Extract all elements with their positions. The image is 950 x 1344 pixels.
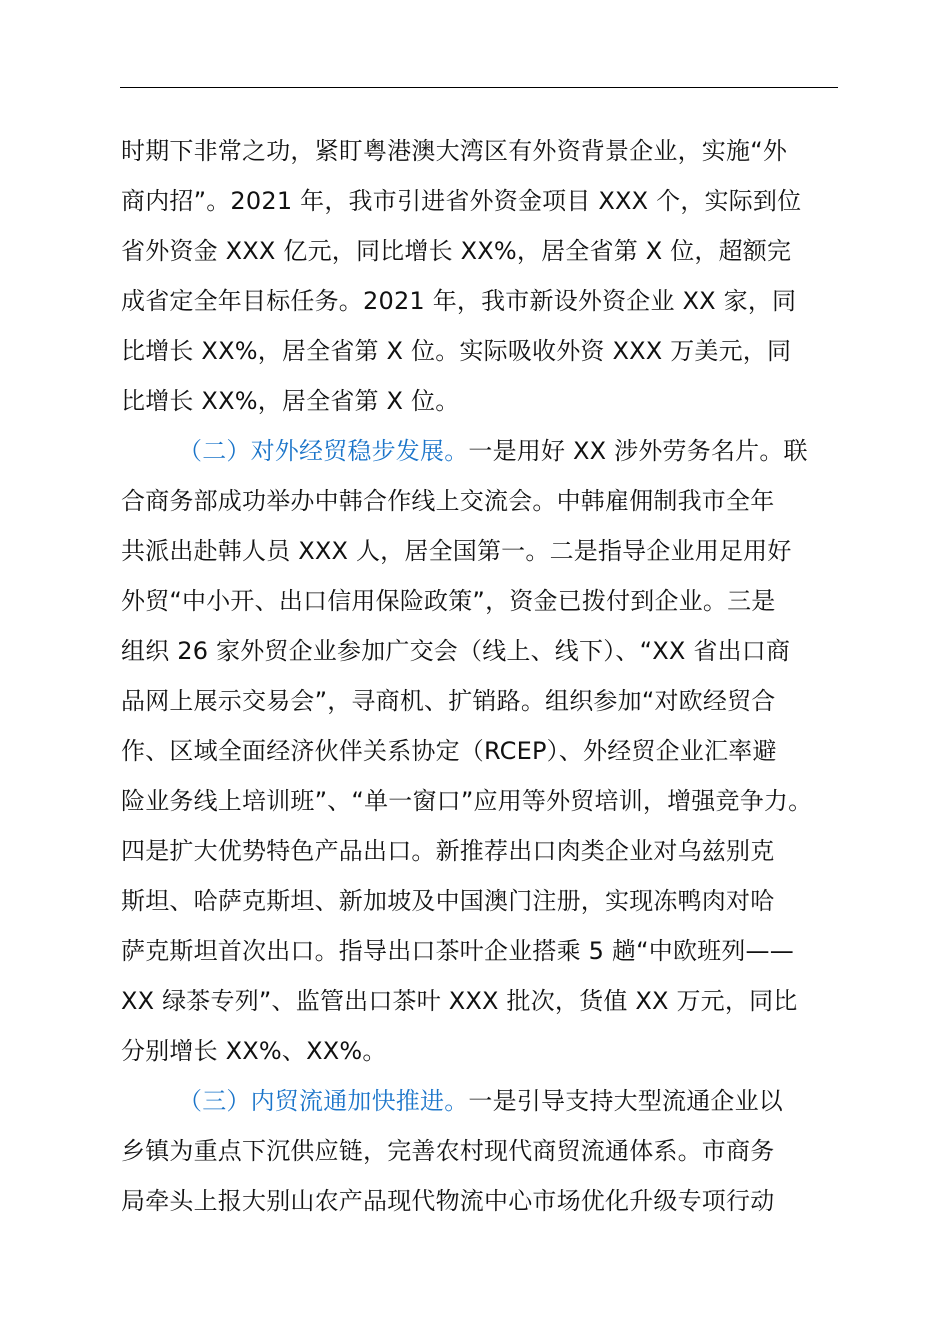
text-line: 乡镇为重点下沉供应链，完善农村现代商贸流通体系。市商务	[121, 1137, 775, 1165]
section-2-first-line	[121, 426, 841, 476]
text-line: 比增长 XX%，居全省第 X 位。实际吸收外资 XXX 万美元，同	[121, 337, 792, 365]
text-line: 商内招”。2021 年，我市引进省外资金项目 XXX 个，实际到位	[121, 187, 802, 215]
text-line: 斯坦、哈萨克斯坦、新加坡及中国澳门注册，实现冻鸭肉对哈	[121, 887, 775, 915]
text-line: 险业务线上培训班”、“单一窗口”应用等外贸培训，增强竞争力。	[121, 787, 813, 815]
text-line: 四是扩大优势特色产品出口。新推荐出口肉类企业对乌兹别克	[121, 837, 775, 865]
section-3-paragraph	[121, 1076, 841, 1226]
text-line: 时期下非常之功，紧盯粤港澳大湾区有外资背景企业，实施“外	[121, 137, 788, 165]
text-line: 萨克斯坦首次出口。指导出口茶叶企业搭乘 5 趟“中欧班列——	[121, 937, 794, 965]
document-body	[121, 126, 841, 1226]
section-3-heading: （三）内贸流通加快推进。	[178, 1087, 469, 1115]
text-line: 合商务部成功举办中韩合作线上交流会。中韩雇佣制我市全年	[121, 487, 775, 515]
text-line: 作、区域全面经济伙伴关系协定（RCEP）、外经贸企业汇率避	[121, 737, 777, 765]
text-line: 成省定全年目标任务。2021 年，我市新设外资企业 XX 家，同	[121, 287, 797, 315]
section-2-first-line-text: 一是用好 XX 涉外劳务名片。联	[468, 437, 808, 465]
text-line: XX 绿茶专列”、监管出口茶叶 XXX 批次，货值 XX 万元，同比	[121, 987, 798, 1015]
header-rule	[120, 87, 838, 88]
section-3-first-line-text: 一是引导支持大型流通企业以	[468, 1087, 784, 1115]
text-line: 比增长 XX%，居全省第 X 位。	[121, 387, 460, 415]
text-line: 共派出赴韩人员 XXX 人，居全国第一。二是指导企业用足用好	[121, 537, 792, 565]
text-line: 分别增长 XX%、XX%。	[121, 1037, 387, 1065]
text-line: 省外资金 XXX 亿元，同比增长 XX%，居全省第 X 位，超额完	[121, 237, 792, 265]
section-3-first-line	[121, 1076, 841, 1126]
text-line: 组织 26 家外贸企业参加广交会（线上、线下）、“XX 省出口商	[121, 637, 791, 665]
section-2-paragraph	[121, 426, 841, 1076]
text-line: 品网上展示交易会”，寻商机、扩销路。组织参加“对欧经贸合	[121, 687, 776, 715]
paragraph-1	[121, 126, 841, 426]
text-line: 局牵头上报大别山农产品现代物流中心市场优化升级专项行动	[121, 1187, 775, 1215]
text-line: 外贸“中小开、出口信用保险政策”，资金已拨付到企业。三是	[121, 587, 776, 615]
section-2-heading: （二）对外经贸稳步发展。	[178, 437, 469, 465]
